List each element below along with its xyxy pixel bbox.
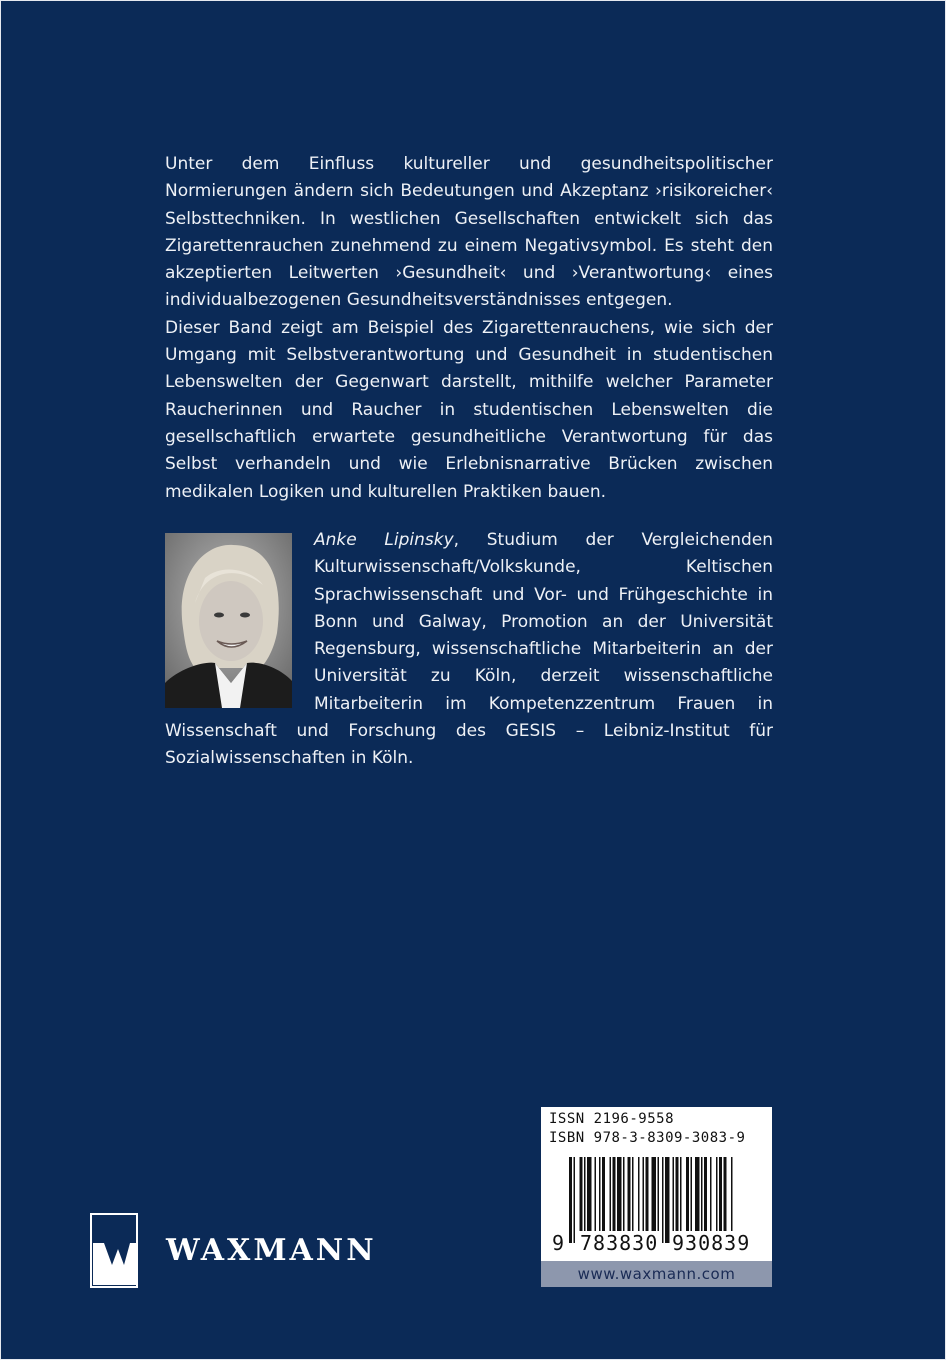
- waxmann-logo-icon: [90, 1213, 138, 1288]
- issn-number: ISSN 2196-9558: [549, 1111, 675, 1127]
- barcode-digits-right: 930839: [672, 1231, 751, 1255]
- barcode-bar: [569, 1157, 572, 1243]
- blurb-paragraph-2: Dieser Band zeigt am Beispiel des Zigarettenrauchens, wie sich der Umgang mit Selbstverantwortung und Gesundheit in studentischen Lebenswelten der Gegenwart darstellt, mithilfe welcher Parameter Raucherinnen und Raucher in studentischen Lebenswelten die gesellschaftlich erwartete gesundheitliche Verantwortung für das Selbst verhandeln und wie Erlebnisnarrative Brücken zwischen medikalen Logiken und kulturellen Praktiken bauen.: [165, 317, 773, 502]
- barcode-digits-left: 783830: [580, 1231, 659, 1255]
- author-bio-text: , Studium der Vergleichenden Kulturwissenschaft/Volkskunde, Keltischen Sprachwissenschaft und Vor- und Frühgeschichte in Bonn und Galway, Promotion an der Universität Regensburg, wissenschaftliche Mitarbeiterin an der Universität zu Köln, derzeit wissenschaftliche Mitarbeiterin im Kompetenzzentrum Frauen in Wissenschaft und Forschung des GESIS – Leibniz-Institut für Sozialwissenschaften in Köln.: [165, 530, 774, 769]
- author-name: Anke Lipinsky: [314, 530, 454, 550]
- barcode-bar: [574, 1157, 576, 1243]
- blurb-paragraph-1: Unter dem Einfluss kultureller und gesundheitspolitischer Normierungen ändern sich Bedeutungen und Akzeptanz ›risikoreicher‹ Selbsttechniken. In westlichen Gesellschaften entwickelt sich das Zigarettenrauchen zunehmend zu einem Negativsymbol. Es steht den akzeptierten Leitwerten ›Gesundheit‹ und ›Verantwortung‹ eines individualbezogenen Gesundheitsverständnisses entgegen.: [165, 154, 773, 311]
- author-photo: [165, 533, 292, 708]
- blurb-text: [165, 151, 773, 506]
- publisher-url[interactable]: www.waxmann.com: [541, 1261, 772, 1287]
- publisher-logo-text: WAXMANN: [166, 1233, 377, 1268]
- barcode-bar: [665, 1157, 670, 1243]
- barcode-digit-first: 9: [552, 1231, 566, 1255]
- barcode-bar: [662, 1157, 664, 1243]
- isbn-number: ISBN 978-3-8309-3083-9: [549, 1130, 746, 1146]
- barcode-panel: [541, 1107, 772, 1287]
